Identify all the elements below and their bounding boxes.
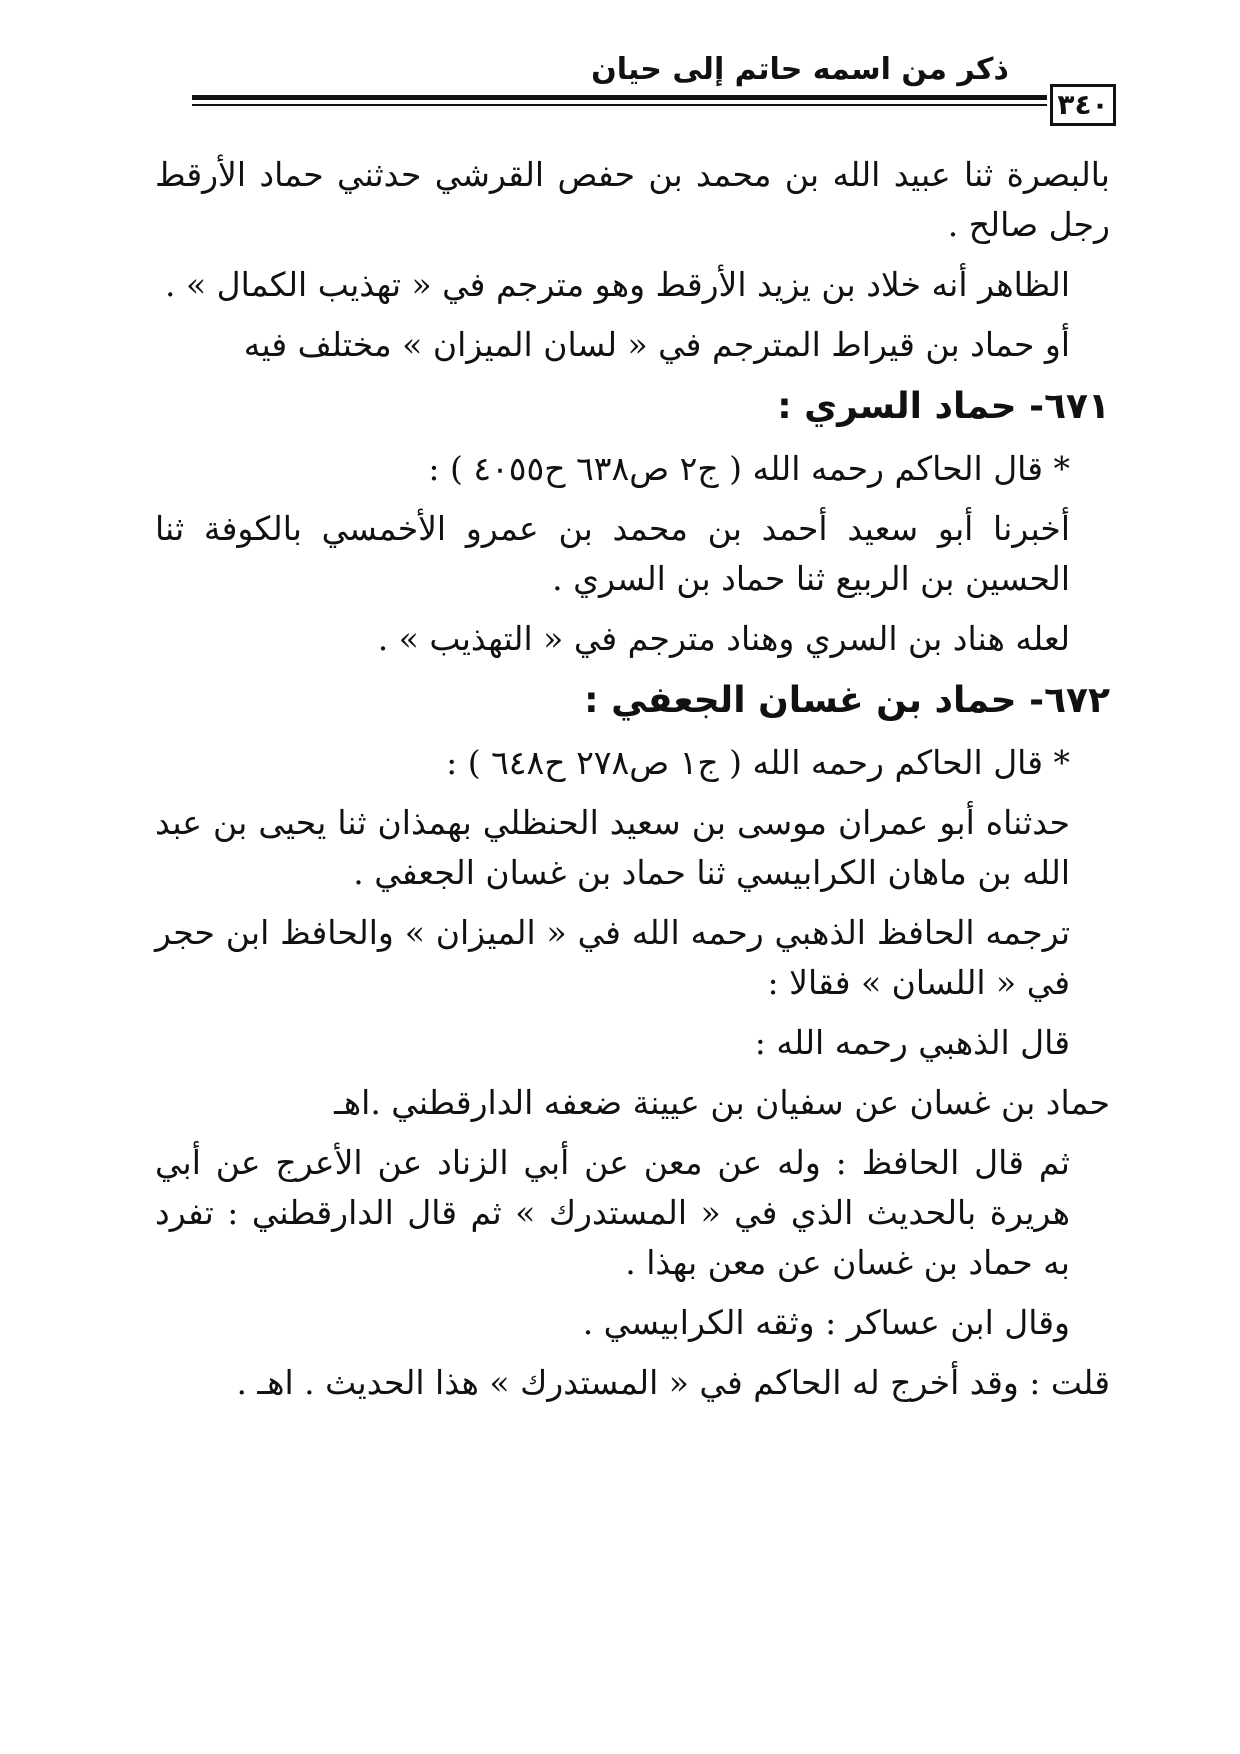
- paragraph: ثم قال الحافظ : وله عن معن عن أبي الزناد عن الأعرج عن أبي هريرة بالحديث الذي في « المستدرك » ثم قال الدارقطني : تفرد به حماد بن غسان عن معن بهذا .: [155, 1143, 1070, 1282]
- paragraph: قلت : وقد أخرج له الحاكم في « المستدرك » هذا الحديث . اهـ .: [236, 1363, 1110, 1402]
- running-title: ذكر من اسمه حاتم إلى حيان: [591, 52, 1009, 87]
- paragraph: لعله هناد بن السري وهناد مترجم في « التهذيب » .: [377, 619, 1070, 658]
- paragraph: وقال ابن عساكر : وثقه الكرابيسي .: [582, 1303, 1070, 1342]
- paragraph: الظاهر أنه خلاد بن يزيد الأرقط وهو مترجم في « تهذيب الكمال » .: [165, 265, 1070, 304]
- paragraph: قال الذهبي رحمه الله :: [754, 1023, 1070, 1062]
- header-rule-thick: [192, 95, 1047, 100]
- source-citation: * قال الحاكم رحمه الله ( ج١ ص٢٧٨ ح٦٤٨ ) :: [446, 743, 1070, 782]
- page-number: ٣٤٠: [1050, 84, 1116, 126]
- paragraph: حماد بن غسان عن سفيان بن عيينة ضعفه الدارقطني .اهـ: [334, 1083, 1110, 1122]
- entry-heading: ٦٧٢- حماد بن غسان الجعفي :: [584, 680, 1110, 721]
- body-text: [155, 150, 1110, 1418]
- paragraph: ترجمه الحافظ الذهبي رحمه الله في « الميزان » والحافظ ابن حجر في « اللسان » فقالا :: [155, 913, 1070, 1002]
- paragraph: أو حماد بن قيراط المترجم في « لسان الميزان » مختلف فيه: [243, 325, 1070, 364]
- entry-heading: ٦٧١- حماد السري :: [777, 386, 1110, 427]
- paragraph: أخبرنا أبو سعيد أحمد بن محمد بن عمرو الأخمسي بالكوفة ثنا الحسين بن الربيع ثنا حماد بن السري .: [155, 509, 1070, 598]
- paragraph: بالبصرة ثنا عبيد الله بن محمد بن حفص القرشي حدثني حماد الأرقط رجل صالح .: [155, 155, 1110, 244]
- paragraph: حدثناه أبو عمران موسى بن سعيد الحنظلي بهمذان ثنا يحيى بن عبد الله بن ماهان الكرابيسي ثنا حماد بن غسان الجعفي .: [155, 803, 1070, 892]
- header-rule-thin: [192, 104, 1047, 106]
- source-citation: * قال الحاكم رحمه الله ( ج٢ ص٦٣٨ ح٤٠٥٥ ) :: [428, 449, 1070, 488]
